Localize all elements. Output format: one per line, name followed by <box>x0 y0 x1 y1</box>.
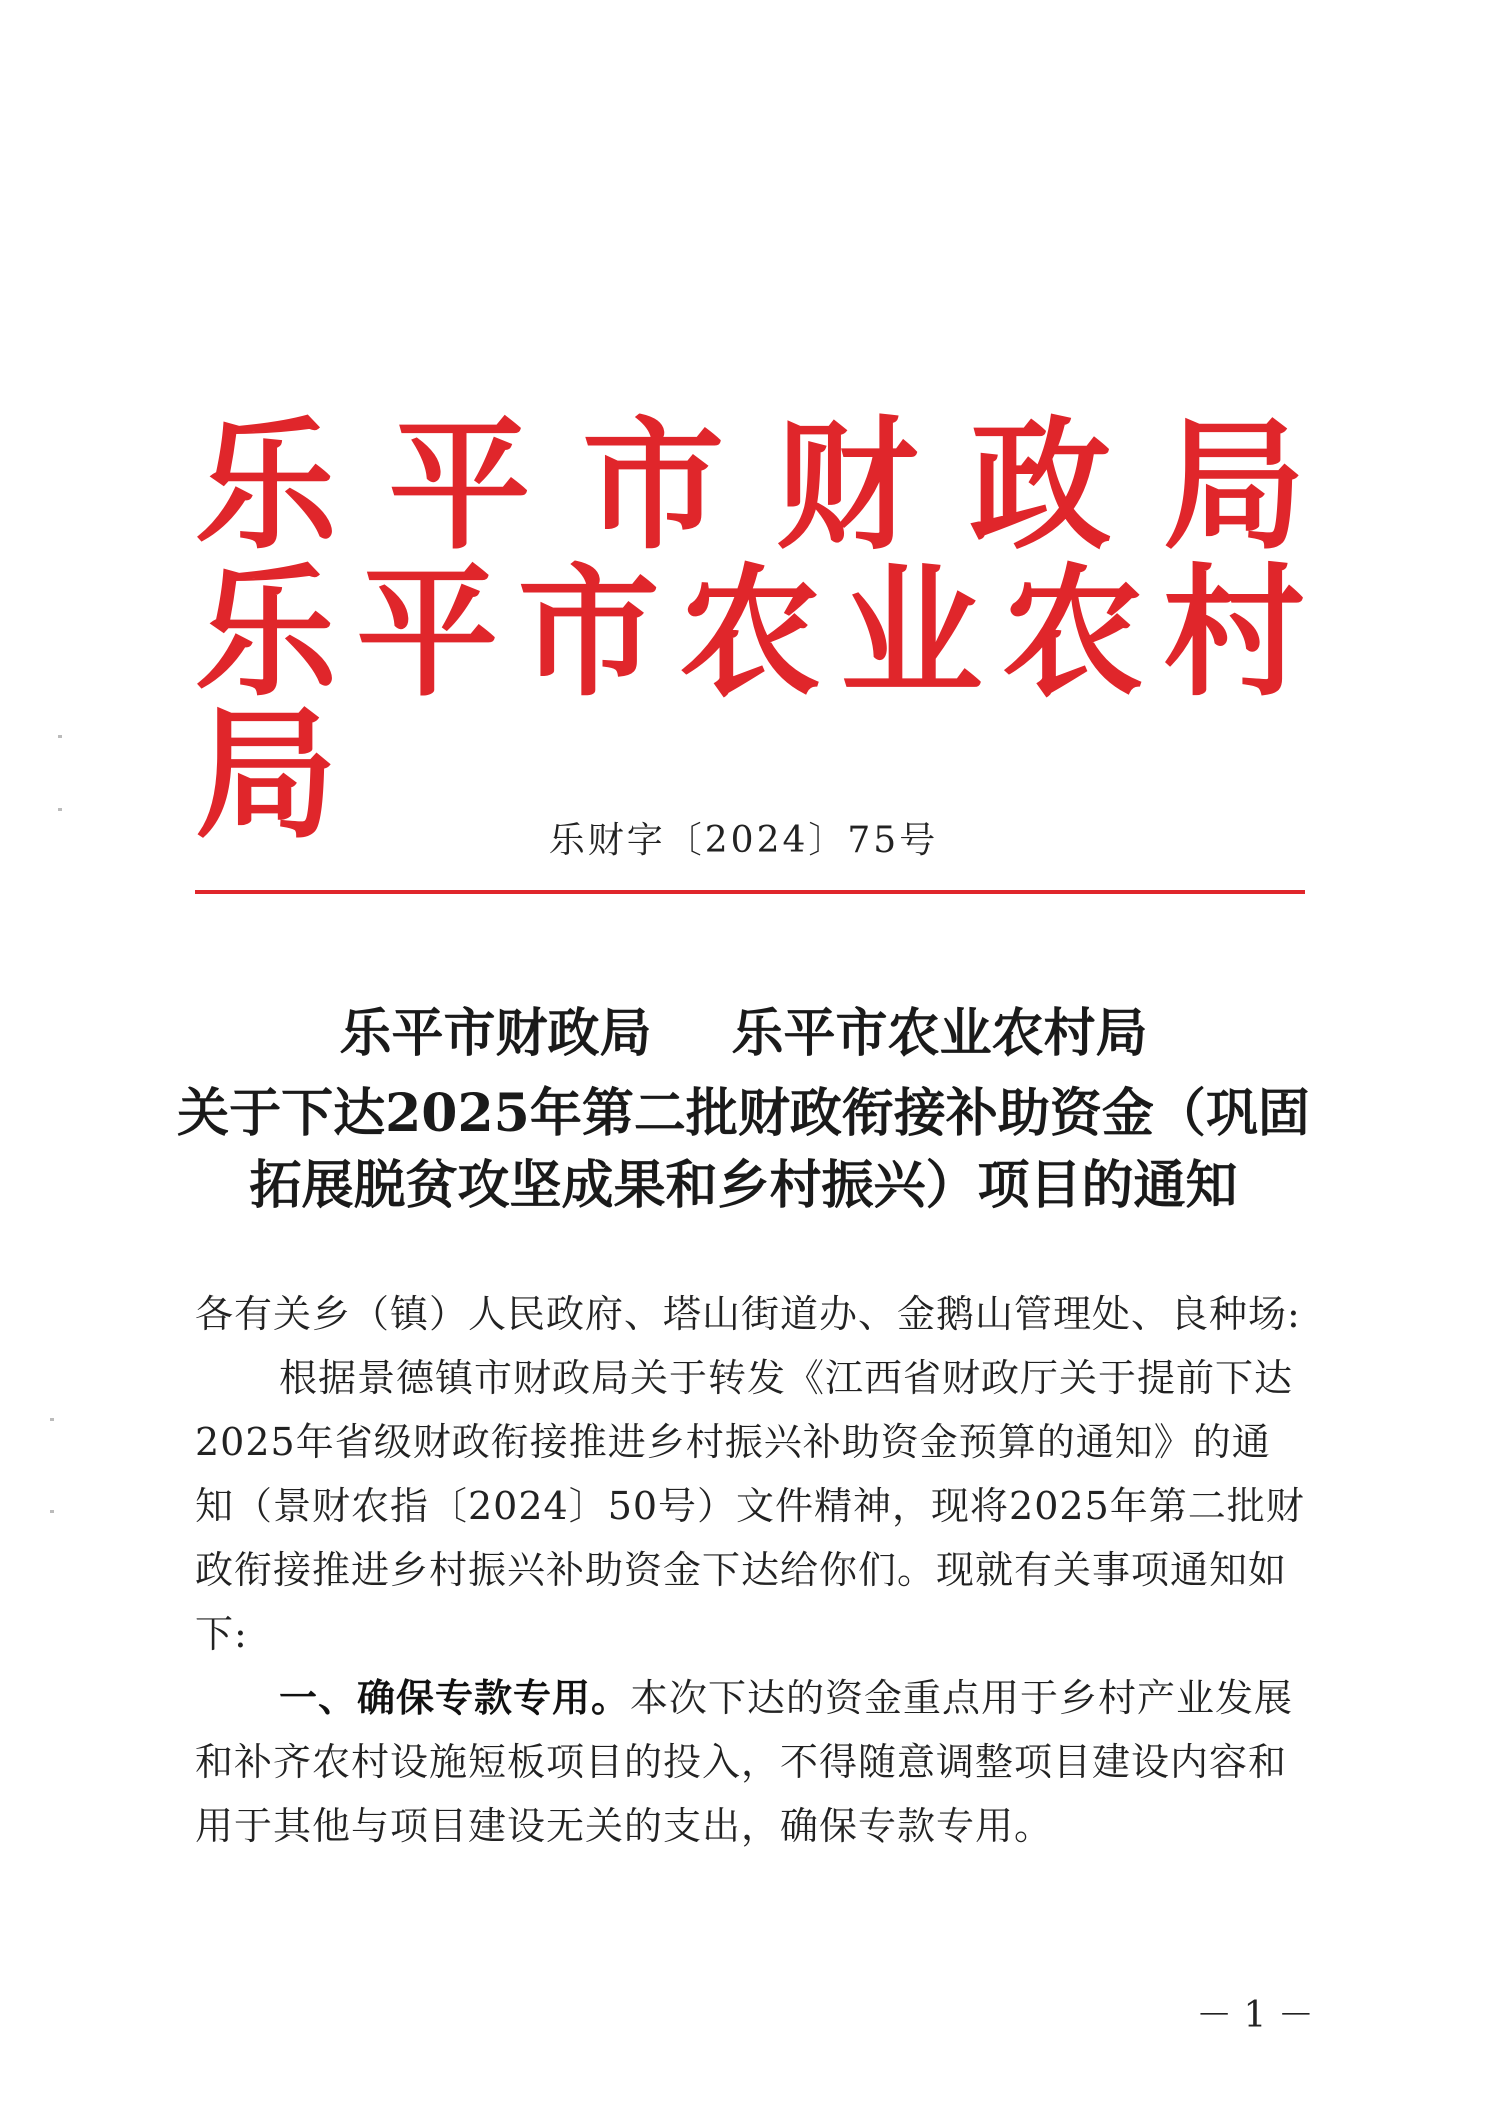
title-issuers <box>0 1003 1487 1064</box>
title-line-3: 拓展脱贫攻坚成果和乡村振兴）项目的通知 <box>249 1155 1238 1216</box>
masthead-issuer-finance: 乐平市财政局 <box>195 403 1305 569</box>
scan-speck <box>50 1510 54 1513</box>
section-1-text: 本次下达的资金重点用于乡村产业发展和补齐农村设施短板项目的投入，不得随意调整项目建设内容和用于其他与项目建设无关的支出，确保专款专用。 <box>195 1676 1294 1848</box>
intro-paragraph: 根据景德镇市财政局关于转发《江西省财政厅关于提前下达2025年省级财政衔接推进乡村振兴补助资金预算的通知》的通知（景财农指〔2024〕50号）文件精神，现将2025年第二批财政衔接推进乡村振兴补助资金下达给你们。现就有关事项通知如下: <box>195 1356 1305 1656</box>
scan-speck <box>50 1418 54 1421</box>
title-issuer-a: 乐平市财政局 <box>339 1003 652 1064</box>
document-number: 乐财字〔2024〕75号 <box>548 820 939 861</box>
scan-speck <box>58 808 62 811</box>
document-body <box>195 1282 1305 1858</box>
section-1-heading: 一、确保专款专用。 <box>279 1675 631 1720</box>
addressees: 各有关乡（镇）人民政府、塔山街道办、金鹅山管理处、良种场: <box>195 1292 1301 1336</box>
section-1-paragraph <box>195 1666 1305 1858</box>
title-issuer-b: 乐平市农业农村局 <box>731 1003 1148 1064</box>
masthead-issuer-agriculture: 乐平市农业农村局 <box>195 550 1305 858</box>
page-number: － 1 － <box>1196 1995 1314 2036</box>
scan-speck <box>58 735 62 738</box>
title-line-2: 关于下达2025年第二批财政衔接补助资金（巩固 <box>177 1083 1310 1144</box>
red-divider-line <box>195 890 1305 894</box>
